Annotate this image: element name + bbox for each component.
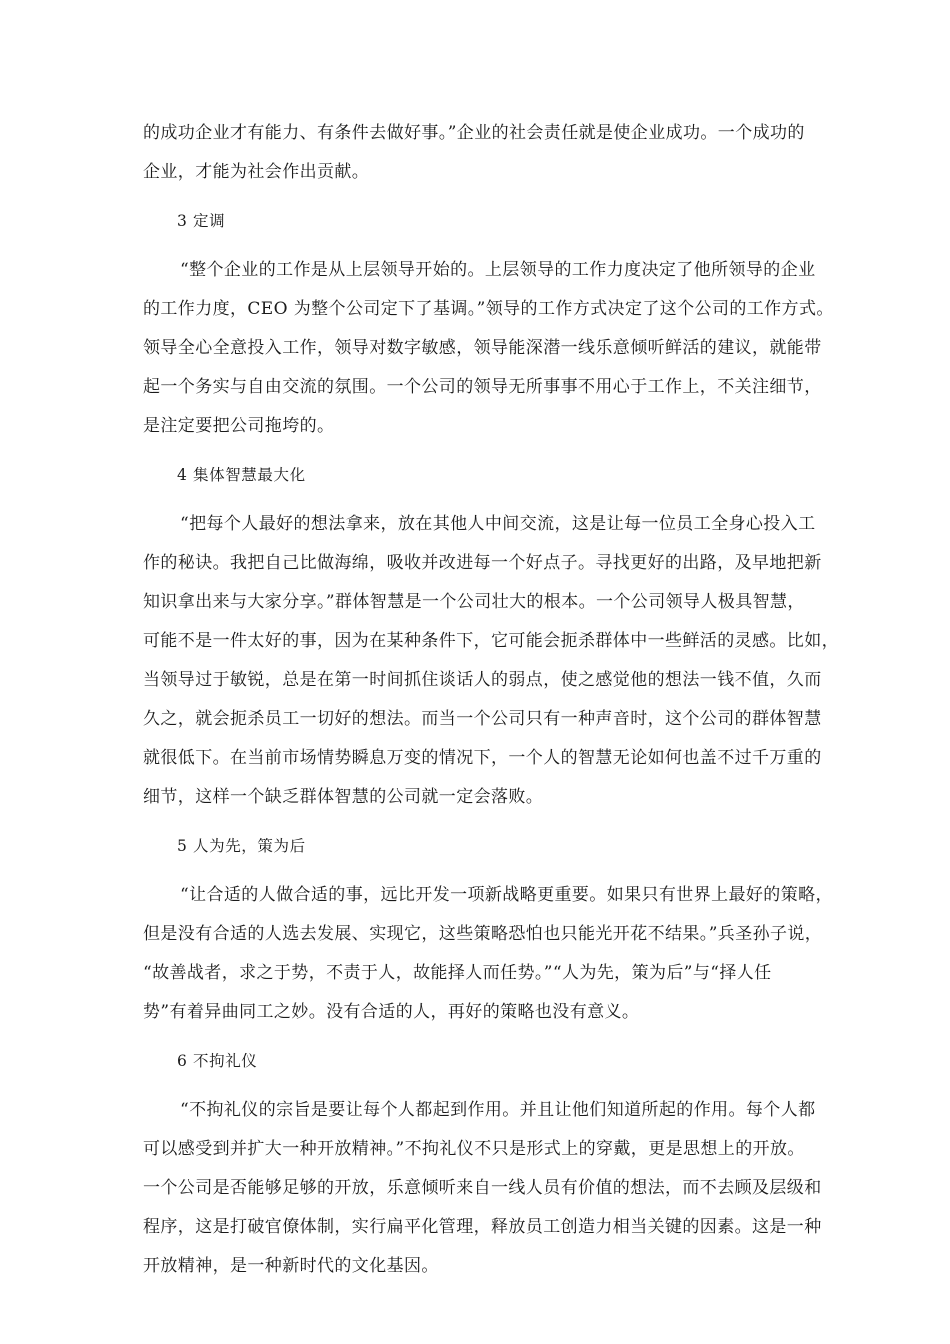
section-heading: 3 定调 <box>177 212 226 230</box>
section-6 <box>143 1042 822 1286</box>
paragraph-line: 开放精神，是一种新时代的文化基因。 <box>143 1256 439 1276</box>
section-heading: 4 集体智慧最大化 <box>177 466 306 484</box>
paragraph-line: 程序，这是打破官僚体制，实行扁平化管理，释放员工创造力相当关键的因素。这是一种 <box>143 1217 822 1237</box>
paragraph-line: 当领导过于敏锐，总是在第一时间抓住谈话人的弱点，使之感觉他的想法一钱不值，久而 <box>143 670 822 690</box>
paragraph-line: “故善战者，求之于势，不责于人，故能择人而任势。”“人为先，策为后”与“择人任 <box>143 963 772 983</box>
section-heading: 5 人为先，策为后 <box>177 837 306 855</box>
paragraph-line: 势”有着异曲同工之妙。没有合适的人，再好的策略也没有意义。 <box>143 1002 640 1022</box>
paragraph-line: 领导全心全意投入工作，领导对数字敏感，领导能深潜一线乐意倾听鲜活的建议，就能带 <box>143 338 822 358</box>
section-3 <box>143 202 834 446</box>
paragraph-line: 企业，才能为社会作出贡献。 <box>143 162 370 182</box>
paragraph-line: 是注定要把公司拖垮的。 <box>143 416 335 436</box>
paragraph-line: 就很低下。在当前市场情势瞬息万变的情况下，一个人的智慧无论如何也盖不过千万重的 <box>143 748 822 768</box>
section-5 <box>143 827 833 1032</box>
paragraph-line: 一个公司是否能够足够的开放，乐意倾听来自一线人员有价值的想法，而不去顾及层级和 <box>143 1178 822 1198</box>
section-heading: 6 不拘礼仪 <box>177 1052 258 1070</box>
section-4 <box>143 456 839 817</box>
paragraph-line: “整个企业的工作是从上层领导开始的。上层领导的工作力度决定了他所领导的企业 <box>180 260 816 280</box>
paragraph-line: 久之，就会扼杀员工一切好的想法。而当一个公司只有一种声音时，这个公司的群体智慧 <box>143 709 822 729</box>
paragraph-line: “让合适的人做合适的事，远比开发一项新战略更重要。如果只有世界上最好的策略， <box>180 885 833 905</box>
paragraph-line: “不拘礼仪的宗旨是要让每个人都起到作用。并且让他们知道所起的作用。每个人都 <box>180 1100 816 1120</box>
paragraph-line: 细节，这样一个缺乏群体智慧的公司就一定会落败。 <box>143 787 544 807</box>
paragraph-line: 起一个务实与自由交流的氛围。一个公司的领导无所事事不用心于工作上，不关注细节， <box>143 377 822 397</box>
intro-paragraph <box>143 114 805 192</box>
document-page <box>143 114 839 1286</box>
paragraph-line: 的工作力度，CEO 为整个公司定下了基调。”领导的工作方式决定了这个公司的工作方式。 <box>143 299 834 319</box>
paragraph-line: 但是没有合适的人选去发展、实现它，这些策略恐怕也只能光开花不结果。”兵圣孙子说， <box>143 924 823 944</box>
paragraph-line: 的成功企业才有能力、有条件去做好事。”企业的社会责任就是使企业成功。一个成功的 <box>143 123 805 143</box>
paragraph-line: 知识拿出来与大家分享。”群体智慧是一个公司壮大的根本。一个公司领导人极具智慧， <box>143 592 805 612</box>
paragraph-line: 可能不是一件太好的事，因为在某种条件下，它可能会扼杀群体中一些鲜活的灵感。比如， <box>143 631 839 651</box>
paragraph-line: 作的秘诀。我把自己比做海绵，吸收并改进每一个好点子。寻找更好的出路，及早地把新 <box>143 553 822 573</box>
paragraph-line: “把每个人最好的想法拿来，放在其他人中间交流，这是让每一位员工全身心投入工 <box>180 514 816 534</box>
paragraph-line: 可以感受到并扩大一种开放精神。”不拘礼仪不只是形式上的穿戴，更是思想上的开放。 <box>143 1139 805 1159</box>
